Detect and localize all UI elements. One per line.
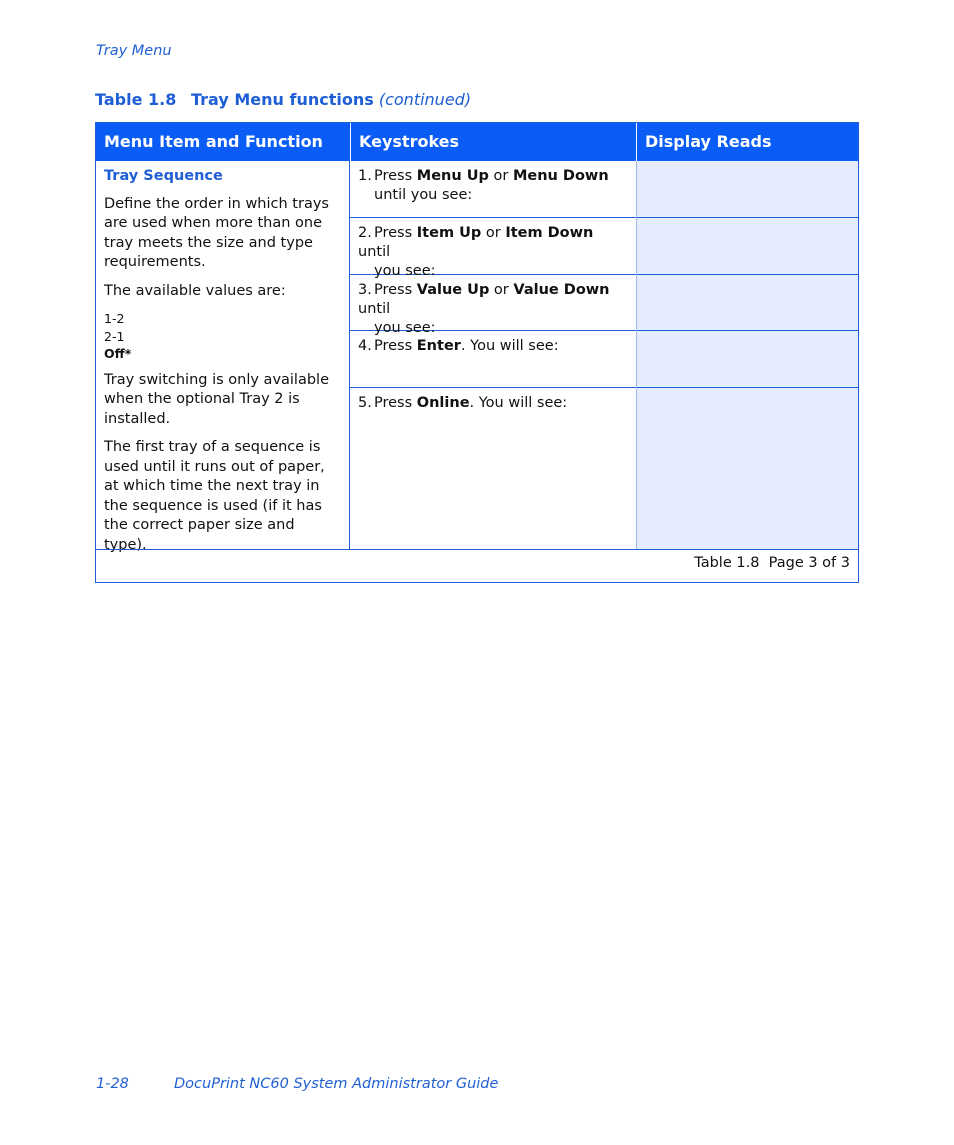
keystrokes-column: [350, 161, 636, 549]
step-text: you see:: [374, 320, 436, 336]
step-text: until: [358, 244, 391, 260]
display-reads-column: [636, 161, 858, 549]
value-option-default: Off*: [104, 346, 132, 361]
table-header-row: [96, 123, 858, 161]
step-number: 3.: [358, 282, 372, 298]
values-list: [104, 310, 341, 363]
keystroke-step: [350, 331, 636, 388]
guide-title: DocuPrint NC60 System Administrator Guide: [174, 1076, 499, 1092]
step-key: Menu Down: [512, 168, 609, 184]
values-intro: The available values are:: [104, 282, 286, 299]
step-key: Value Down: [513, 282, 610, 298]
table-caption: [95, 90, 471, 109]
step-number: 4.: [358, 338, 372, 354]
header-menu-item: Menu Item and Function: [104, 132, 323, 151]
step-text: until: [358, 301, 391, 317]
menu-item-title: Tray Sequence: [104, 168, 223, 184]
step-key: Item Down: [505, 225, 594, 241]
step-key: Menu Up: [416, 168, 489, 184]
step-text: Press: [374, 282, 417, 298]
menu-item-description: Define the order in which trays are used when more than one tray meets the size and type requirements.: [104, 195, 329, 270]
display-reads-cell: [637, 218, 858, 275]
keystroke-step: [350, 388, 636, 549]
page-footer: [96, 1076, 498, 1092]
table-page-indicator: Table 1.8 Page 3 of 3: [694, 555, 850, 571]
page-number: 1-28: [96, 1076, 129, 1092]
note-availability: Tray switching is only available when the optional Tray 2 is installed.: [104, 371, 330, 427]
display-reads-cell: [637, 161, 858, 218]
table-number: Table 1.8: [95, 90, 177, 109]
step-text: Press: [374, 395, 417, 411]
tray-menu-table: [95, 122, 859, 583]
step-number: 2.: [358, 225, 372, 241]
step-text: Press: [374, 338, 417, 354]
display-reads-cell: [637, 388, 858, 549]
step-text: you see:: [374, 263, 436, 279]
keystroke-step: [350, 275, 636, 336]
value-option: 1-2: [104, 311, 125, 326]
note-sequence: The first tray of a sequence is used until it runs out of paper, at which time the next tray in the sequence is used (if it has the correct paper size and type).: [104, 439, 325, 553]
step-text: . You will see:: [469, 395, 568, 411]
menu-item-cell: [96, 161, 350, 553]
table-footer-row: [96, 549, 858, 582]
step-key: Enter: [416, 338, 461, 354]
step-text: Press: [374, 225, 417, 241]
step-text: or: [489, 282, 514, 298]
keystroke-step: [350, 161, 636, 218]
step-key: Item Up: [416, 225, 482, 241]
keystroke-step: [350, 218, 636, 279]
display-reads-cell: [637, 331, 858, 388]
step-text: or: [488, 168, 513, 184]
step-text: Press: [374, 168, 417, 184]
step-number: 1.: [358, 168, 372, 184]
step-text: or: [481, 225, 506, 241]
step-text: until you see:: [374, 187, 473, 203]
step-text: . You will see:: [460, 338, 559, 354]
display-reads-cell: [637, 275, 858, 331]
running-head: Tray Menu: [96, 43, 172, 59]
table-continued: (continued): [378, 90, 472, 109]
value-option: 2-1: [104, 328, 125, 344]
header-display-reads: Display Reads: [645, 132, 772, 151]
step-key: Value Up: [416, 282, 490, 298]
step-number: 5.: [358, 395, 372, 411]
step-key: Online: [416, 395, 470, 411]
header-keystrokes: Keystrokes: [359, 132, 460, 151]
table-title: Tray Menu functions: [191, 90, 374, 109]
